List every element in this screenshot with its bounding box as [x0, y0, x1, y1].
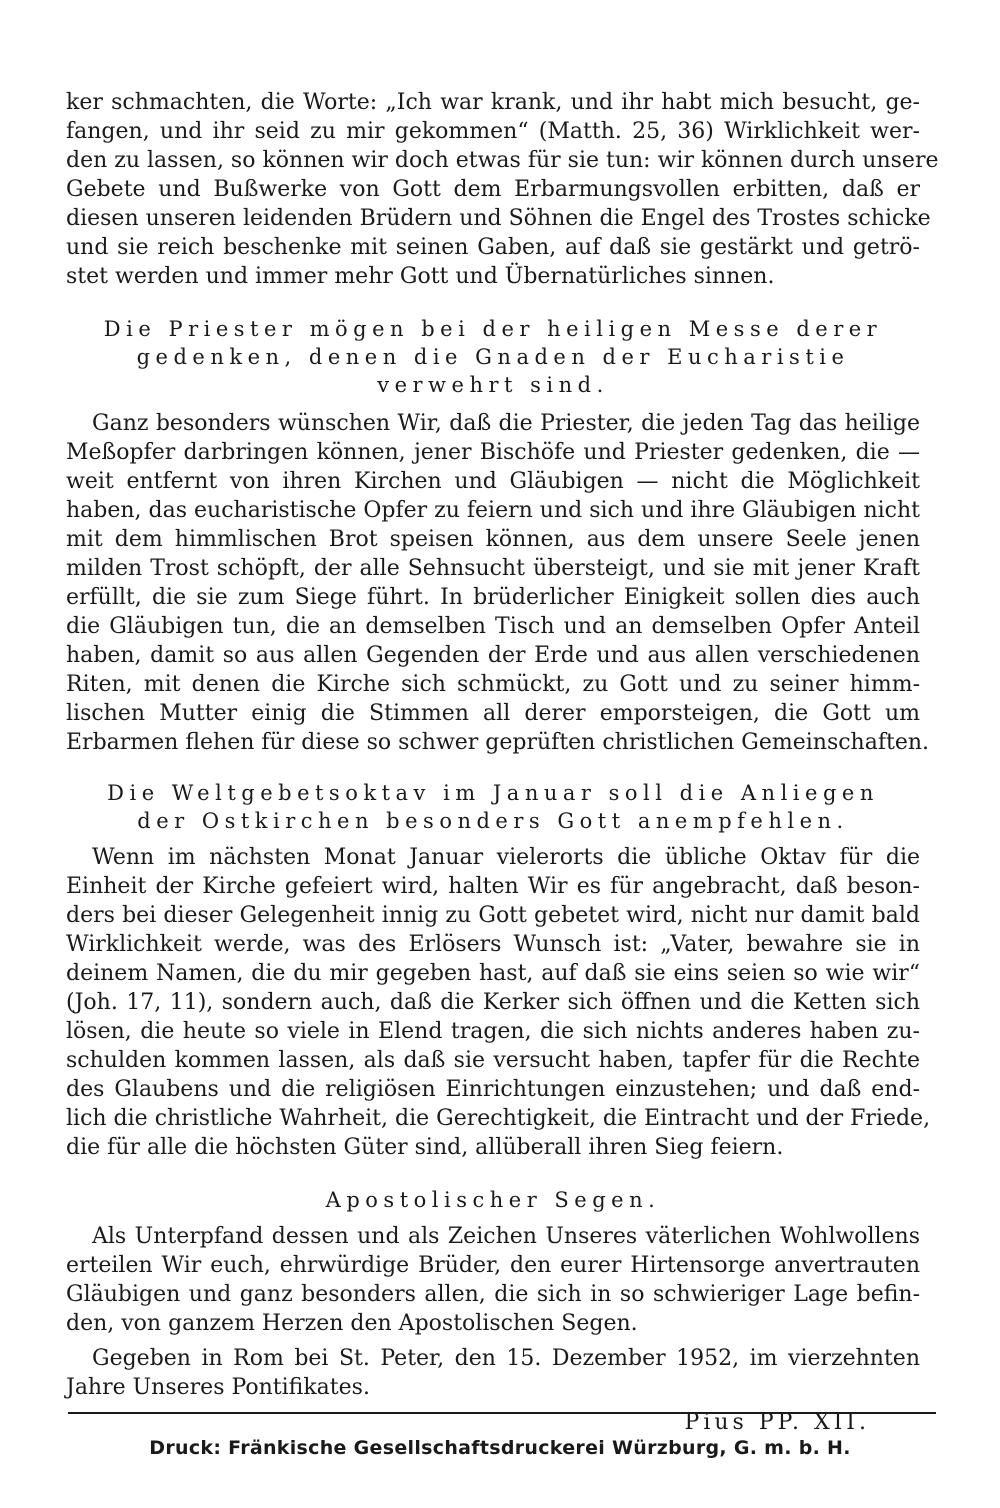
text-line: haben, damit so aus allen Gegenden der Erde und aus allen verschiedenen	[66, 643, 920, 668]
text-line: Meßopfer darbringen können, jener Bischöfe und Priester gedenken, die —	[66, 440, 920, 465]
signature: Pius PP. XII.	[684, 1410, 870, 1435]
heading-line: Die Weltgebetsoktav im Januar soll die Anliegen	[107, 781, 879, 805]
text-line: und sie reich beschenke mit seinen Gaben, auf daß sie gestärkt und getrö-	[66, 235, 920, 260]
text-line: lischen Mutter einig die Stimmen all derer emporsteigen, die Gott um	[66, 701, 920, 726]
text-line: schulden kommen lassen, als daß sie versucht haben, tapfer für die Rechte	[66, 1048, 920, 1073]
text-line: ders bei dieser Gelegenheit innig zu Gott gebetet wird, nicht nur damit bald	[66, 903, 920, 928]
text-line: des Glaubens und die religiösen Einrichtungen einzustehen; und daß end-	[66, 1077, 920, 1102]
footer-divider	[68, 1412, 936, 1414]
paragraph-blessing	[66, 1222, 920, 1338]
text-line: deinem Namen, die du mir gegeben hast, auf daß sie eins seien so wie wir“	[66, 961, 920, 986]
closing-paragraph	[66, 1344, 920, 1402]
text-line: den zu lassen, so können wir doch etwas für sie tun: wir können durch unsere	[66, 148, 939, 173]
text-line: lich die christliche Wahrheit, die Gerechtigkeit, die Eintracht und der Friede,	[66, 1106, 931, 1131]
section-heading-blessing: Apostolischer Segen.	[325, 1188, 661, 1212]
paragraph-prayer-octave	[66, 843, 931, 1162]
text-line: fangen, und ihr seid zu mir gekommen“ (Matth. 25, 36) Wirklichkeit wer-	[66, 119, 920, 144]
text-line: Wirklichkeit werde, was des Erlösers Wunsch ist: „Vater, bewahre sie in	[66, 932, 920, 957]
printer-imprint: Druck: Fränkische Gesellschaftsdruckerei Würzburg, G. m. b. H.	[149, 1437, 851, 1459]
document-page	[66, 88, 939, 1437]
text-line: erfüllt, die sie zum Siege führt. In brüderlicher Einigkeit sollen dies auch	[66, 585, 920, 610]
text-line: diesen unseren leidenden Brüdern und Söhnen die Engel des Trostes schicke	[66, 206, 931, 231]
section-heading-prayer-octave	[66, 779, 920, 835]
text-line: Wenn im nächsten Monat Januar vielerorts die übliche Oktav für die	[92, 845, 920, 870]
text-line: ker schmachten, die Worte: „Ich war krank, und ihr habt mich besucht, ge-	[66, 90, 920, 115]
text-line: Erbarmen flehen für diese so schwer geprüften christlichen Gemeinschaften.	[66, 730, 930, 755]
text-line: Gebete und Bußwerke von Gott dem Erbarmungsvollen erbitten, daß er	[66, 177, 920, 202]
heading-line: Die Priester mögen bei der heiligen Messe derer	[103, 317, 883, 341]
text-line: die Gläubigen tun, die an demselben Tisch und an demselben Opfer Anteil	[66, 614, 920, 639]
text-line: erteilen Wir euch, ehrwürdige Brüder, den eurer Hirtensorge anvertrauten	[66, 1253, 920, 1278]
text-line: haben, das eucharistische Opfer zu feiern und sich und ihre Gläubigen nicht	[66, 498, 920, 523]
heading-line: der Ostkirchen besonders Gott anempfehlen.	[137, 809, 849, 833]
text-line: Gläubigen und ganz besonders allen, die sich in so schwieriger Lage befin-	[66, 1282, 920, 1307]
intro-paragraph	[66, 88, 939, 291]
text-line: die für alle die höchsten Güter sind, allüberall ihren Sieg feiern.	[66, 1135, 784, 1160]
text-line: Riten, mit denen die Kirche sich schmückt, zu Gott und zu seiner himm-	[66, 672, 920, 697]
text-line: Jahre Unseres Pontifikates.	[66, 1375, 370, 1400]
text-line: Ganz besonders wünschen Wir, daß die Priester, die jeden Tag das heilige	[92, 411, 920, 436]
heading-line: gedenken, denen die Gnaden der Eucharistie	[136, 345, 850, 369]
text-line: weit entfernt von ihren Kirchen und Gläubigen — nicht die Möglichkeit	[66, 469, 920, 494]
text-line: (Joh. 17, 11), sondern auch, daß die Kerker sich öffnen und die Ketten sich	[66, 990, 920, 1015]
heading-line: verwehrt sind.	[377, 373, 609, 397]
paragraph-priests	[66, 409, 930, 757]
text-line: Gegeben in Rom bei St. Peter, den 15. Dezember 1952, im vierzehnten	[92, 1346, 920, 1371]
text-line: milden Trost schöpft, der alle Sehnsucht übersteigt, und sie mit jener Kraft	[66, 556, 920, 581]
text-line: den, von ganzem Herzen den Apostolischen Segen.	[66, 1311, 638, 1336]
text-line: lösen, die heute so viele in Elend tragen, die sich nichts anderes haben zu-	[66, 1019, 920, 1044]
text-line: stet werden und immer mehr Gott und Übernatürliches sinnen.	[66, 264, 775, 289]
text-line: Einheit der Kirche gefeiert wird, halten Wir es für angebracht, daß beson-	[66, 874, 920, 899]
text-line: mit dem himmlischen Brot speisen können, aus dem unsere Seele jenen	[66, 527, 920, 552]
section-heading-priests	[66, 315, 920, 399]
text-line: Als Unterpfand dessen und als Zeichen Unseres väterlichen Wohlwollens	[92, 1224, 920, 1249]
